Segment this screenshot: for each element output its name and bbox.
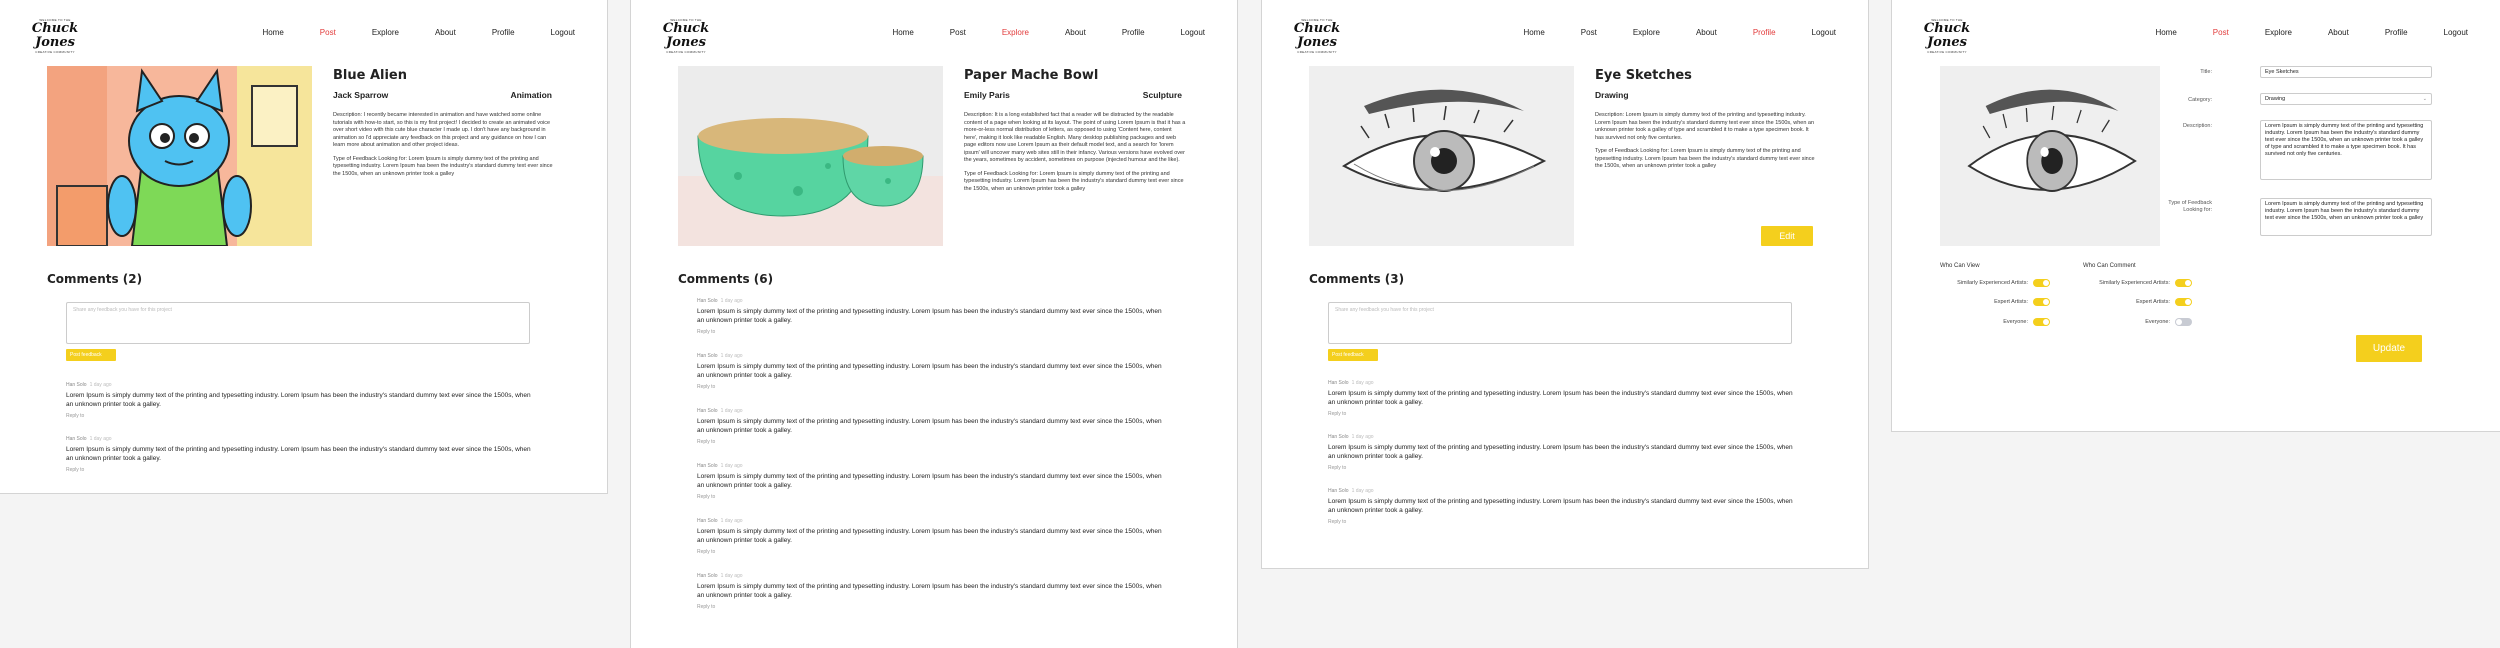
logo[interactable]: WELCOME TO THE Chuck Jones CREATIVE COMMUNITY: [1923, 18, 1971, 54]
description-label: Description:: [2182, 123, 2212, 129]
comment-text: Lorem Ipsum is simply dummy text of the printing and typesetting industry. Lorem Ipsum has been the industry's standard dummy text ever since the 1500s, when an unknown printer took a galley.: [1328, 498, 1793, 514]
view-similar-label: Similarly Experienced Artists:: [1957, 280, 2028, 286]
reply-link[interactable]: Reply to: [66, 467, 85, 473]
description-text: Description: Lorem Ipsum is simply dummy text of the printing and typesetting industry. Lorem Ipsum has been the industry's standard dummy text ever since the 1500s, when an unknown printer took a galley of type and scrambled it to make a type specimen book. It has survived not only five centuries.: [1595, 112, 1815, 141]
post-feedback-button[interactable]: Post feedback: [1328, 349, 1378, 361]
comment-similar-label: Similarly Experienced Artists:: [2099, 280, 2170, 286]
logo[interactable]: WELCOME TO THE Chuck Jones CREATIVE COMMUNITY: [662, 18, 710, 54]
description-text: Description: It is a long established fact that a reader will be distracted by the readable content of a page when looking at its layout. The point of using Lorem Ipsum is that it has a more-or-less normal distribution of letters, as opposed to using 'Content here, content here', making it look like readable English. Many desktop publishing packages and web page editors now use Lorem Ipsum as their default model text, and a search for 'lorem ipsum' will uncover many web sites still in their infancy. Various versions have evolved over the years, sometimes by accident, sometimes on purpose (injected humour and the like).: [964, 112, 1186, 163]
comment-item: [66, 382, 536, 419]
comment-item: [697, 408, 1167, 445]
comment-expert-label: Expert Artists:: [2136, 299, 2170, 305]
comment-text: Lorem Ipsum is simply dummy text of the printing and typesetting industry. Lorem Ipsum has been the industry's standard dummy text ever since the 1500s, when an unknown printer took a galley.: [697, 528, 1162, 544]
nav-logout[interactable]: Logout: [2443, 28, 2468, 37]
nav-logout[interactable]: Logout: [1811, 28, 1836, 37]
artwork-category: Animation: [510, 90, 552, 100]
artwork-description: [964, 112, 1186, 199]
category-select[interactable]: Drawing ⌄: [2260, 93, 2432, 105]
comment-author: Han Solo 1 day ago: [697, 353, 743, 359]
reply-link[interactable]: Reply to: [697, 329, 716, 335]
chevron-down-icon: ⌄: [2422, 96, 2427, 102]
comment-text: Lorem Ipsum is simply dummy text of the printing and typesetting industry. Lorem Ipsum has been the industry's standard dummy text ever since the 1500s, when an unknown printer took a galley.: [697, 583, 1162, 599]
comments-heading: Comments (6): [678, 272, 774, 286]
description-text: Description: I recently became interested in animation and have watched some online tutorials with how-to start, so this is my first project! I decided to create an animated voice over short video with this cute blue character I made up. I don't have any background in animation so I'd appreciate any feedback on this project and any guidance on how I can learn more about animation and other project ideas.: [333, 112, 551, 148]
nav-profile[interactable]: Profile: [491, 28, 515, 37]
nav-post[interactable]: Post: [949, 28, 966, 37]
category-label: Category:: [2188, 97, 2212, 103]
main-nav: [856, 28, 1205, 37]
feedback-label: Type of Feedback Looking for:: [2168, 200, 2212, 213]
nav-logout[interactable]: Logout: [550, 28, 575, 37]
comment-similar-toggle[interactable]: [2175, 279, 2192, 287]
comment-item: [697, 353, 1167, 390]
comment-author: Han Solo 1 day ago: [697, 463, 743, 469]
comment-item: [697, 573, 1167, 610]
comment-text: Lorem Ipsum is simply dummy text of the printing and typesetting industry. Lorem Ipsum has been the industry's standard dummy text ever since the 1500s, when an unknown printer took a galley.: [66, 446, 531, 462]
nav-home[interactable]: Home: [262, 28, 284, 37]
comment-text: Lorem Ipsum is simply dummy text of the printing and typesetting industry. Lorem Ipsum has been the industry's standard dummy text ever since the 1500s, when an unknown printer took a galley.: [697, 473, 1162, 489]
nav-about[interactable]: About: [1695, 28, 1717, 37]
update-button[interactable]: Update: [2356, 335, 2422, 362]
comment-author: Han Solo 1 day ago: [697, 408, 743, 414]
artwork-title: Eye Sketches: [1595, 68, 1692, 83]
comment-author: Han Solo 1 day ago: [1328, 434, 1374, 440]
screen-eye-sketches: [1261, 0, 1869, 569]
artwork-image[interactable]: [1940, 66, 2160, 246]
nav-explore[interactable]: Explore: [2264, 28, 2292, 37]
artwork-image: [1309, 66, 1574, 246]
comment-text: Lorem Ipsum is simply dummy text of the printing and typesetting industry. Lorem Ipsum has been the industry's standard dummy text ever since the 1500s, when an unknown printer took a galley.: [1328, 444, 1793, 460]
comment-text: Lorem Ipsum is simply dummy text of the printing and typesetting industry. Lorem Ipsum has been the industry's standard dummy text ever since the 1500s, when an unknown printer took a galley.: [66, 392, 531, 408]
comments-heading: Comments (3): [1309, 272, 1405, 286]
nav-about[interactable]: About: [2327, 28, 2349, 37]
reply-link[interactable]: Reply to: [697, 494, 716, 500]
nav-profile[interactable]: Profile: [2384, 28, 2408, 37]
artwork-image: [678, 66, 943, 246]
title-label: Title:: [2200, 69, 2212, 75]
main-nav: [1487, 28, 1836, 37]
screen-blue-alien: [0, 0, 608, 494]
comment-expert-toggle[interactable]: [2175, 298, 2192, 306]
who-can-view-heading: Who Can View: [1940, 263, 1980, 269]
comment-item: [66, 436, 536, 473]
nav-post[interactable]: Post: [319, 28, 336, 37]
artwork-image: [47, 66, 312, 246]
comment-input[interactable]: Share any feedback you have for this project: [66, 302, 530, 344]
comment-item: [697, 298, 1167, 335]
comment-author: Han Solo 1 day ago: [1328, 380, 1374, 386]
comment-item: [697, 463, 1167, 500]
comment-text: Lorem Ipsum is simply dummy text of the printing and typesetting industry. Lorem Ipsum has been the industry's standard dummy text ever since the 1500s, when an unknown printer took a galley.: [697, 308, 1162, 324]
comment-item: [1328, 380, 1798, 417]
reply-link[interactable]: Reply to: [697, 384, 716, 390]
artwork-title: Paper Mache Bowl: [964, 68, 1099, 83]
comments-heading: Comments (2): [47, 272, 143, 286]
nav-home[interactable]: Home: [2155, 28, 2177, 37]
artist-name[interactable]: Jack Sparrow: [333, 90, 389, 100]
edit-button[interactable]: Edit: [1761, 226, 1813, 246]
nav-home[interactable]: Home: [892, 28, 914, 37]
artist-name[interactable]: Emily Paris: [964, 90, 1010, 100]
logo[interactable]: WELCOME TO THE Chuck Jones CREATIVE COMMUNITY: [31, 18, 79, 54]
comment-text: Lorem Ipsum is simply dummy text of the printing and typesetting industry. Lorem Ipsum has been the industry's standard dummy text ever since the 1500s, when an unknown printer took a galley.: [697, 418, 1162, 434]
reply-link[interactable]: Reply to: [1328, 411, 1347, 417]
reply-link[interactable]: Reply to: [1328, 465, 1347, 471]
reply-link[interactable]: Reply to: [697, 439, 716, 445]
nav-profile[interactable]: Profile: [1752, 28, 1776, 37]
title-input[interactable]: Eye Sketches: [2260, 66, 2432, 78]
artwork-description: [1595, 112, 1817, 177]
logo[interactable]: WELCOME TO THE Chuck Jones CREATIVE COMMUNITY: [1293, 18, 1341, 54]
comment-author: Han Solo 1 day ago: [697, 573, 743, 579]
main-nav: [226, 28, 575, 37]
feedback-type-text: Type of Feedback Looking for: Lorem Ipsum is simply dummy text of the printing and typesetting industry. Lorem Ipsum has been the industry's standard dummy text ever since the 1500s, when an unknown printer took a galley: [964, 170, 1184, 192]
comment-text: Lorem Ipsum is simply dummy text of the printing and typesetting industry. Lorem Ipsum has been the industry's standard dummy text ever since the 1500s, when an unknown printer took a galley.: [697, 363, 1162, 379]
nav-profile[interactable]: Profile: [1121, 28, 1145, 37]
view-everyone-label: Everyone:: [2003, 319, 2028, 325]
comment-everyone-toggle[interactable]: [2175, 318, 2192, 326]
artwork-category: Drawing: [1595, 90, 1629, 100]
comment-everyone-label: Everyone:: [2145, 319, 2170, 325]
screen-edit-post: [1891, 0, 2500, 432]
feedback-type-text: Type of Feedback Looking for: Lorem Ipsum is simply dummy text of the printing and typesetting industry. Lorem Ipsum has been the industry's standard dummy text ever since the 1500s, when an unknown printer took a galley: [1595, 148, 1815, 169]
comment-item: [697, 518, 1167, 555]
view-expert-label: Expert Artists:: [1994, 299, 2028, 305]
nav-about[interactable]: About: [434, 28, 456, 37]
nav-logout[interactable]: Logout: [1180, 28, 1205, 37]
artwork-description: [333, 112, 555, 184]
comment-item: [1328, 488, 1798, 525]
comment-author: Han Solo 1 day ago: [1328, 488, 1374, 494]
screen-paper-mache-bowl: [630, 0, 1238, 648]
comment-item: [1328, 434, 1798, 471]
comment-author: Han Solo 1 day ago: [66, 382, 112, 388]
comment-author: Han Solo 1 day ago: [697, 518, 743, 524]
feedback-textarea[interactable]: Lorem Ipsum is simply dummy text of the printing and typesetting industry. Lorem Ipsum has been the industry's standard dummy text ever since the 1500s, when an unknown printer took a galley: [2260, 198, 2432, 236]
nav-about[interactable]: About: [1064, 28, 1086, 37]
artwork-title: Blue Alien: [333, 68, 408, 83]
nav-explore[interactable]: Explore: [371, 28, 399, 37]
reply-link[interactable]: Reply to: [1328, 519, 1347, 525]
nav-post[interactable]: Post: [1580, 28, 1597, 37]
comment-text: Lorem Ipsum is simply dummy text of the printing and typesetting industry. Lorem Ipsum has been the industry's standard dummy text ever since the 1500s, when an unknown printer took a galley.: [1328, 390, 1793, 406]
comment-author: Han Solo 1 day ago: [66, 436, 112, 442]
description-textarea[interactable]: Lorem Ipsum is simply dummy text of the printing and typesetting industry. Lorem Ipsum has been the industry's standard dummy text ever since the 1500s, when an unknown printer took a galley of type and scrambled it to make a type specimen book. It has survived not only five centuries.: [2260, 120, 2432, 180]
nav-explore[interactable]: Explore: [1001, 28, 1029, 37]
artwork-category: Sculpture: [1142, 90, 1182, 100]
comment-author: Han Solo 1 day ago: [697, 298, 743, 304]
nav-explore[interactable]: Explore: [1632, 28, 1660, 37]
nav-home[interactable]: Home: [1523, 28, 1545, 37]
reply-link[interactable]: Reply to: [66, 413, 85, 419]
post-feedback-button[interactable]: Post feedback: [66, 349, 116, 361]
reply-link[interactable]: Reply to: [697, 549, 716, 555]
reply-link[interactable]: Reply to: [697, 604, 716, 610]
nav-post[interactable]: Post: [2212, 28, 2229, 37]
main-nav: [2119, 28, 2468, 37]
who-can-comment-heading: Who Can Comment: [2083, 263, 2136, 269]
feedback-type-text: Type of Feedback Looking for: Lorem Ipsum is simply dummy text of the printing and typesetting industry. Lorem Ipsum has been the industry's standard dummy text ever since the 1500s, when an unknown printer took a galley: [333, 155, 553, 177]
comment-input[interactable]: Share any feedback you have for this project: [1328, 302, 1792, 344]
